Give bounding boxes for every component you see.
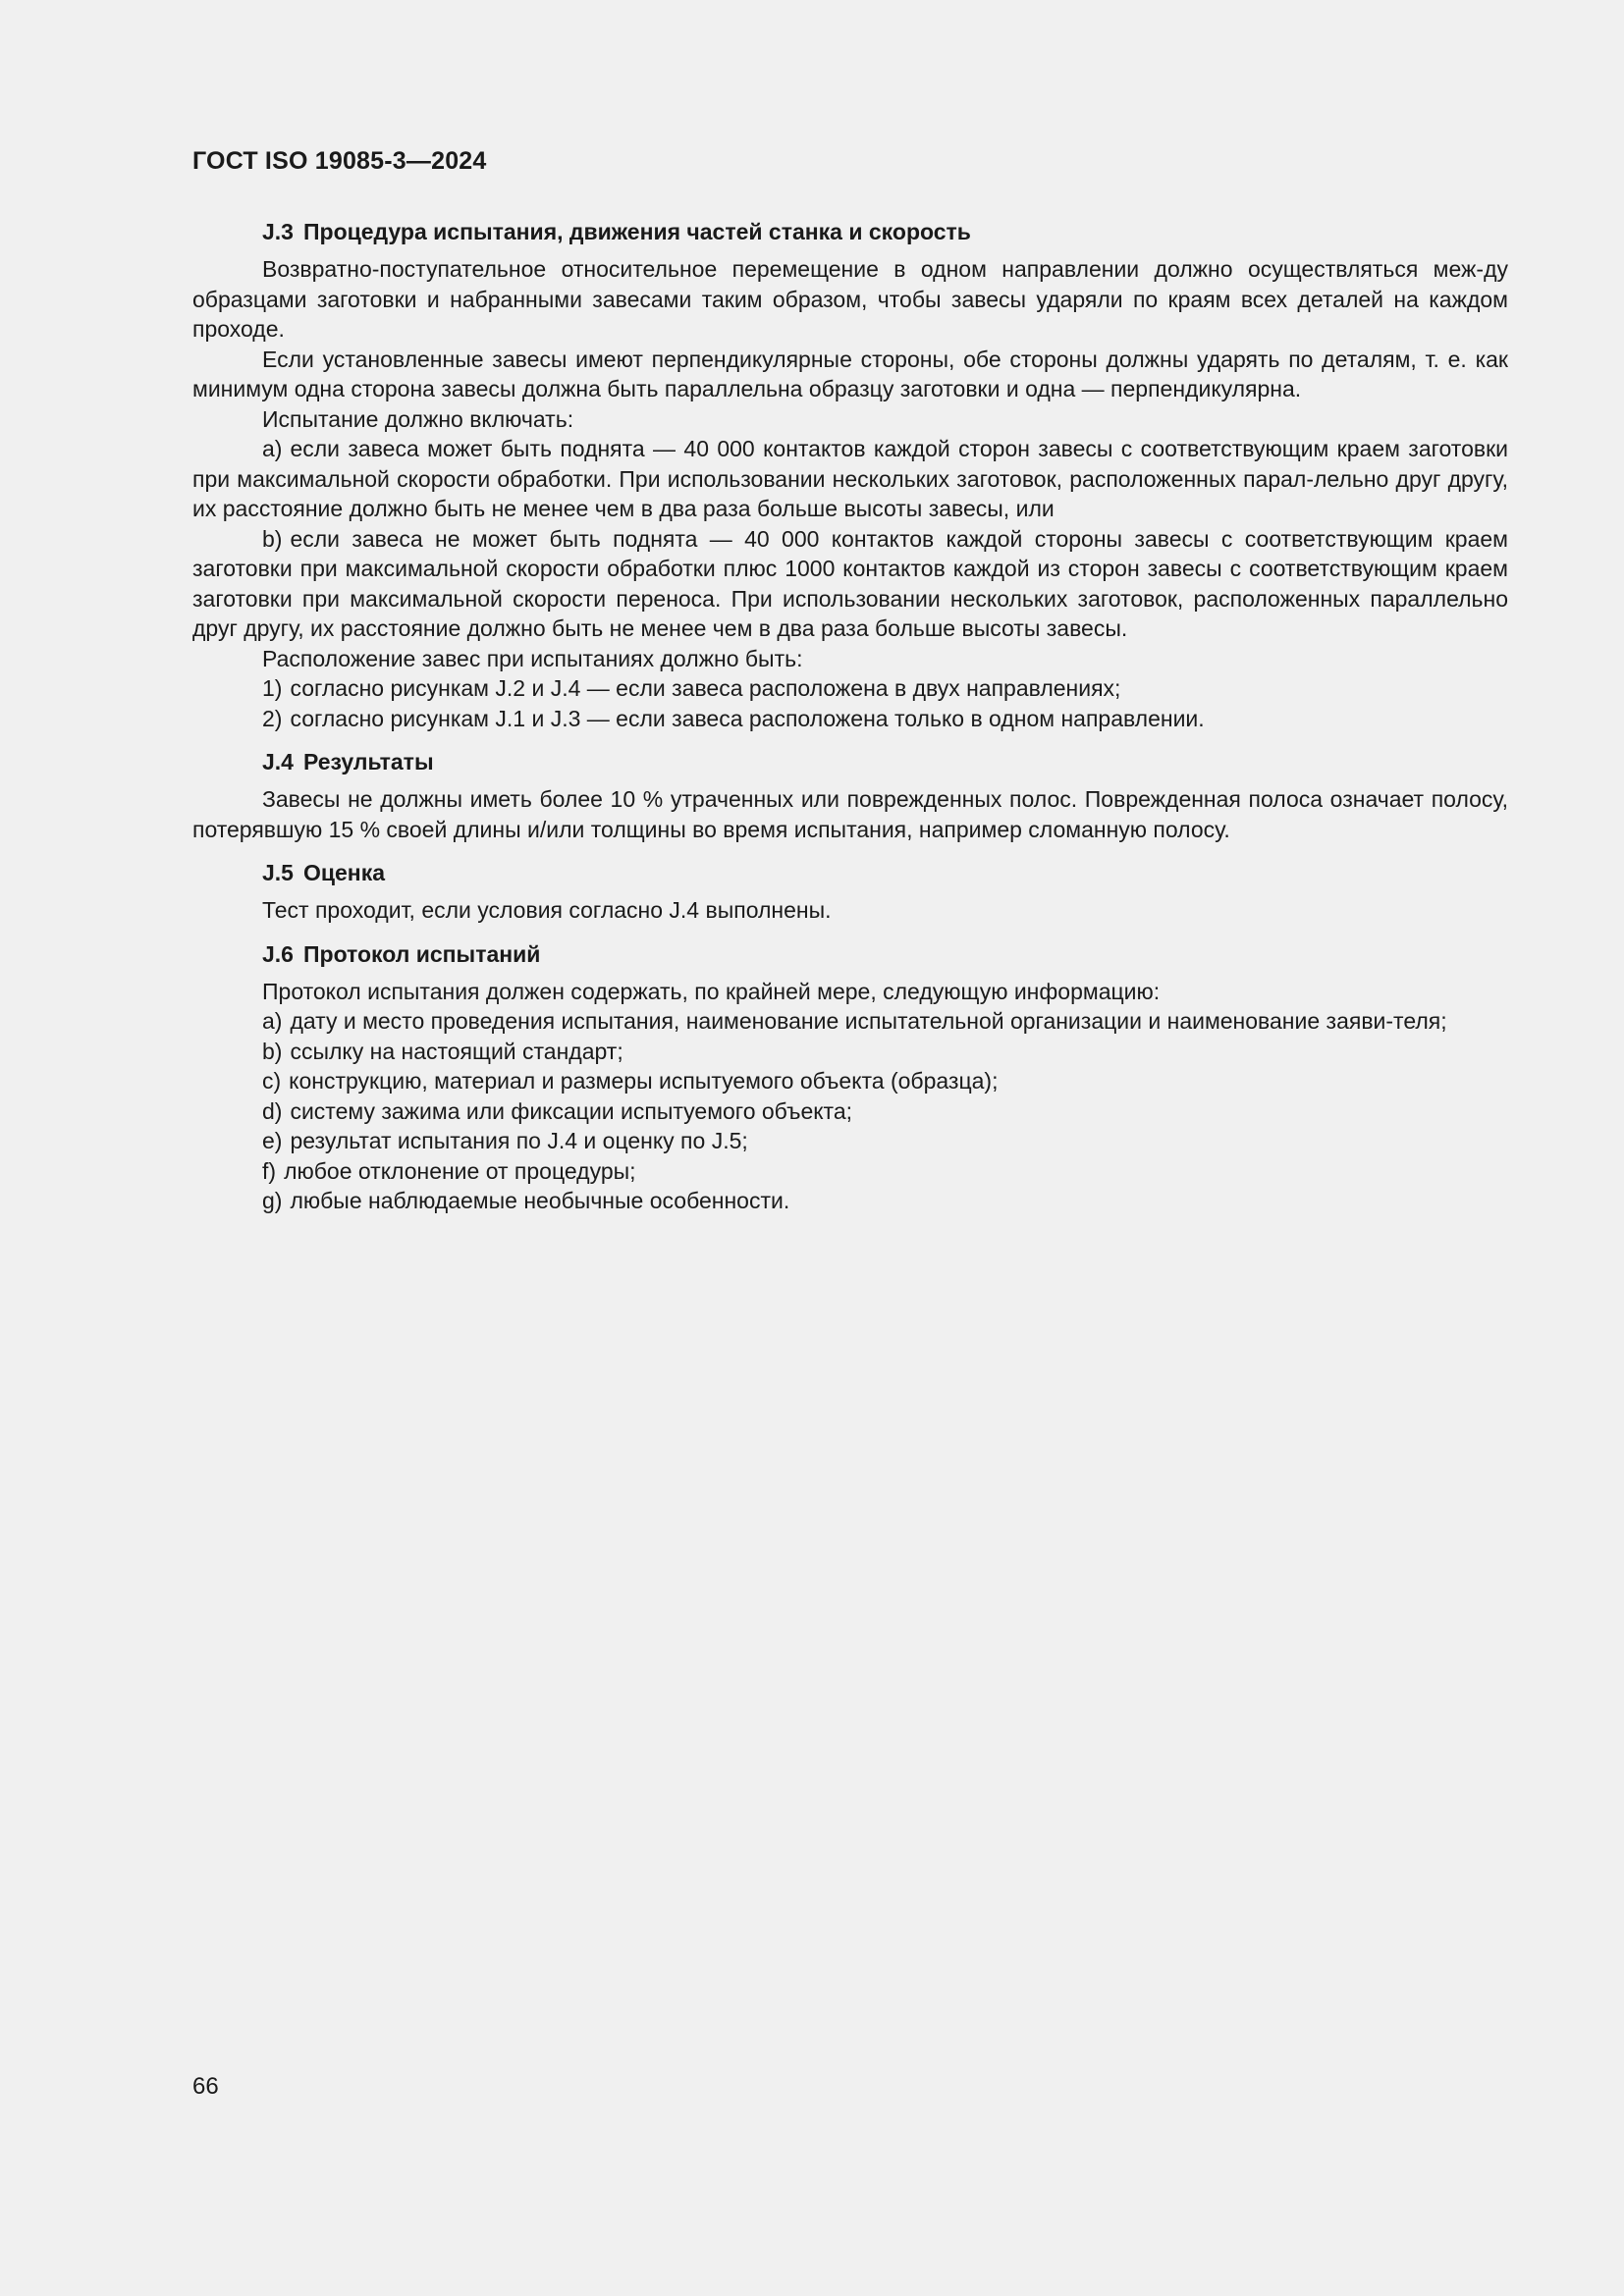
section-title-text: Протокол испытаний [302, 940, 541, 967]
list-item [192, 673, 1508, 704]
section-title-text: Оценка [302, 860, 385, 885]
section-title [192, 217, 1508, 246]
list-item-text: если завеса не может быть поднята — 40 000 контактов каждой стороны завесы с соответствующим краем заготовки при максимальной скорости обработки плюс 1000 контактов каждой из сторон завесы с соответствующим краем заготовки при максимальной скорости переноса. При использовании нескольких заготовок, расположенных параллельно друг другу, их расстояние должно быть не менее чем в два раза больше высоты завесы. [192, 525, 1508, 641]
list-marker: c) [262, 1068, 282, 1094]
list-item [192, 434, 1508, 524]
section-title [192, 747, 1508, 776]
paragraph: Протокол испытания должен содержать, по крайней мере, следующую информацию: [262, 978, 1161, 1004]
section-number: J.5 [262, 860, 294, 885]
paragraph: Если установленные завесы имеют перпендикулярные стороны, обе стороны должны ударять по деталям, т. е. как минимум одна сторона завесы должна быть параллельна образцу заготовки и одна — перпендикулярна. [192, 346, 1508, 401]
section-j3 [192, 217, 1508, 733]
list-item-text: любое отклонение от процедуры; [284, 1157, 636, 1184]
list-item-text: ссылку на настоящий стандарт; [290, 1038, 623, 1064]
list-item [192, 1126, 1508, 1156]
list-item-text: конструкцию, материал и размеры испытуемого объекта (образца); [289, 1068, 999, 1094]
section-title-text: Результаты [302, 749, 434, 774]
list-item [192, 704, 1508, 734]
list-marker: g) [262, 1188, 283, 1213]
list-item-text: согласно рисункам J.2 и J.4 — если завеса расположена в двух направлениях; [290, 675, 1121, 701]
section-number: J.6 [262, 940, 294, 967]
list-item [192, 1186, 1508, 1216]
list-item [192, 1066, 1508, 1096]
paragraph: Расположение завес при испытаниях должно быть: [262, 645, 803, 671]
list-item [192, 1006, 1508, 1037]
list-item-text: любые наблюдаемые необычные особенности. [290, 1188, 790, 1213]
list-marker: b) [262, 1038, 283, 1064]
list-marker: 2) [262, 705, 283, 731]
list-item-text: систему зажима или фиксации испытуемого объекта; [290, 1097, 853, 1124]
section-title [192, 939, 1508, 969]
paragraph: Возвратно-поступательное относительное перемещение в одном направлении должно осуществляться меж-ду образцами заготовки и набранными завесами таким образом, чтобы завесы ударяли по краям всех деталей на каждом проходе. [192, 256, 1508, 342]
list-item-text: если завеса может быть поднята — 40 000 контактов каждой сторон завесы с соответствующим краем заготовки при максимальной скорости обработки. При использовании нескольких заготовок, расположенных парал-лельно друг другу, их расстояние должно быть не менее чем в два раза больше высоты завесы, или [192, 436, 1508, 521]
paragraph: Завесы не должны иметь более 10 % утраченных или поврежденных полос. Поврежденная полоса означает полосу, потерявшую 15 % своей длины и/или толщины во время испытания, например сломанную полосу. [192, 786, 1508, 842]
section-j4 [192, 747, 1508, 844]
document-header: ГОСТ ISO 19085-3—2024 [192, 147, 487, 175]
list-marker: b) [262, 525, 283, 552]
paragraph: Испытание должно включать: [262, 405, 574, 432]
list-item-text: дату и место проведения испытания, наименование испытательной организации и наименование заяви-теля; [290, 1008, 1447, 1034]
section-number: J.4 [262, 749, 294, 774]
list-item [192, 1096, 1508, 1127]
section-title [192, 858, 1508, 887]
page-number: 66 [192, 2073, 219, 2100]
list-item-text: согласно рисункам J.1 и J.3 — если завеса расположена только в одном направлении. [290, 705, 1205, 731]
paragraph: Тест проходит, если условия согласно J.4 выполнены. [262, 897, 832, 923]
list-marker: f) [262, 1157, 277, 1184]
list-marker: a) [262, 1008, 283, 1034]
list-marker: e) [262, 1128, 283, 1153]
section-j6 [192, 939, 1508, 1216]
list-marker: a) [262, 436, 283, 461]
list-marker: d) [262, 1097, 283, 1124]
list-marker: 1) [262, 675, 283, 701]
section-j5 [192, 858, 1508, 926]
list-item-text: результат испытания по J.4 и оценку по J.5; [290, 1128, 748, 1153]
document-page [192, 147, 1508, 1230]
list-item [192, 1037, 1508, 1067]
section-title-text: Процедура испытания, движения частей станка и скорость [302, 219, 971, 244]
list-item [192, 524, 1508, 644]
list-item [192, 1156, 1508, 1187]
section-number: J.3 [262, 219, 294, 244]
